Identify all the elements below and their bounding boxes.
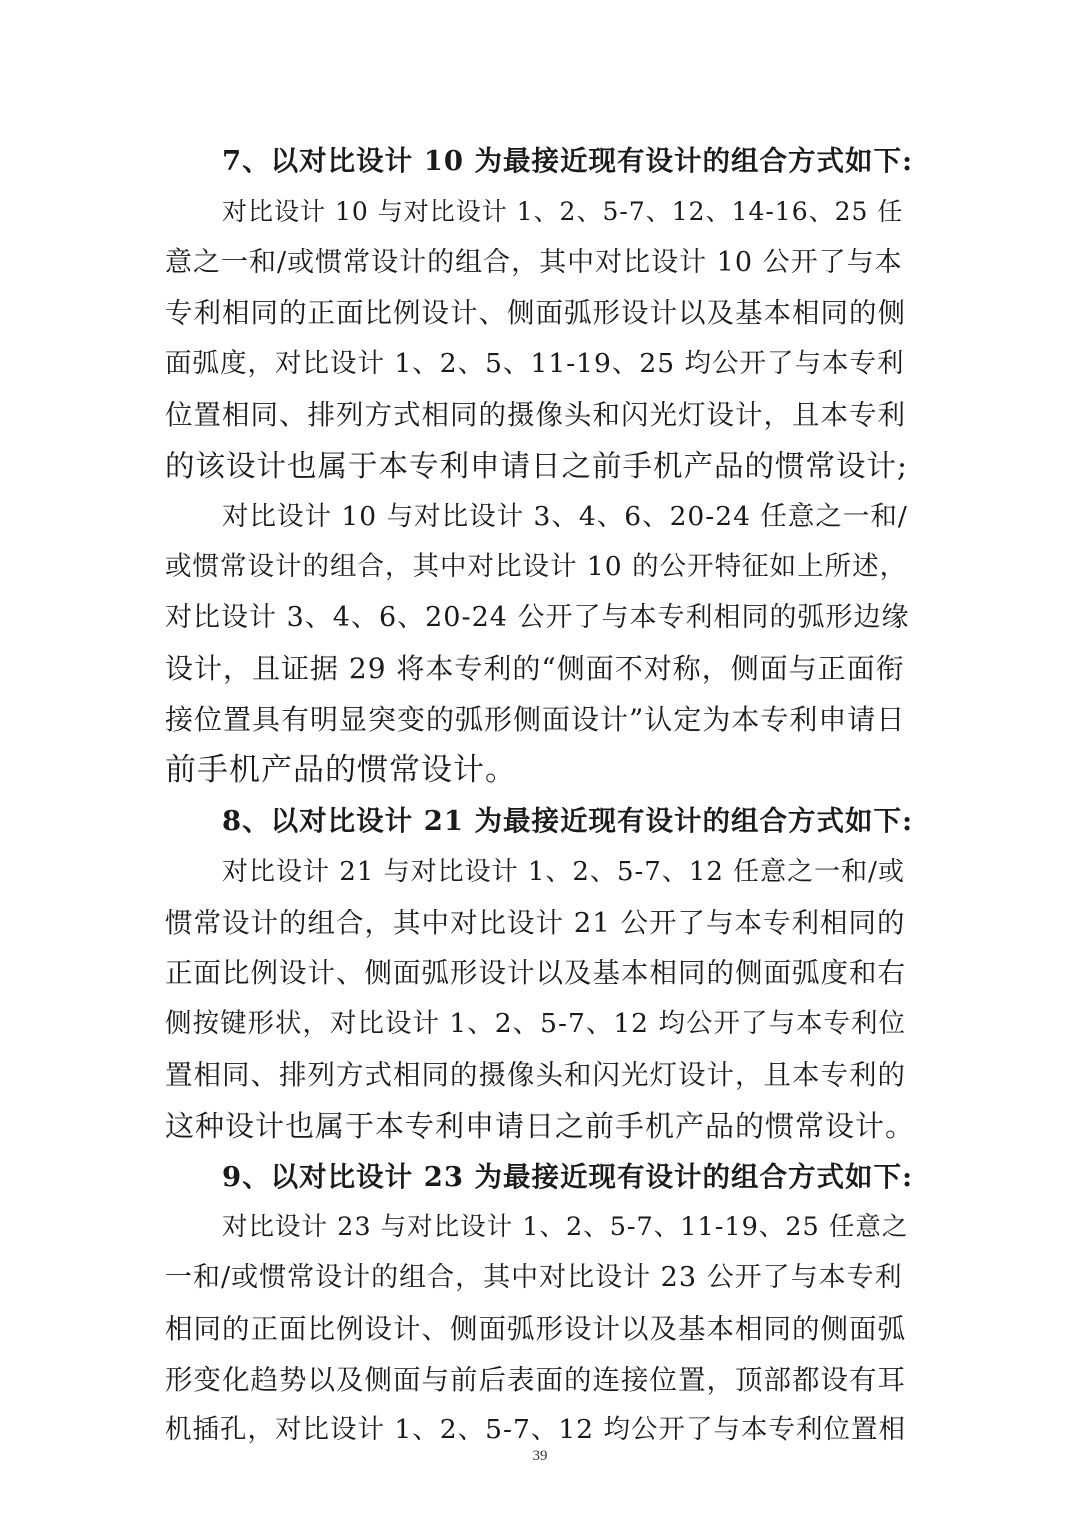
text-line: 对比设计 3、4、6、20-24 公开了与本专利相同的弧形边缘 [165, 602, 910, 633]
text-line: 形变化趋势以及侧面与前后表面的连接位置，顶部都设有耳 [165, 1364, 906, 1396]
text-line: 侧按键形状，对比设计 1、2、5-7、12 均公开了与本专利位 [165, 1008, 906, 1039]
text-line: 正面比例设计、侧面弧形设计以及基本相同的侧面弧度和右 [165, 957, 906, 989]
section-heading-9: 9、以对比设计 23 为最接近现有设计的组合方式如下: [222, 1161, 914, 1193]
text-line: 这种设计也属于本专利申请日之前手机产品的惯常设计。 [165, 1109, 916, 1143]
text-line: 位置相同、排列方式相同的摄像头和闪光灯设计，且本专利 [165, 399, 906, 431]
section-heading-7: 7、以对比设计 10 为最接近现有设计的组合方式如下: [222, 145, 914, 177]
text-line: 对比设计 23 与对比设计 1、2、5-7、11-19、25 任意之 [222, 1212, 909, 1242]
text-line: 前手机产品的惯常设计。 [165, 752, 517, 788]
text-line: 接位置具有明显突变的弧形侧面设计”认定为本专利申请日 [165, 703, 906, 736]
page-number: 39 [532, 1448, 548, 1464]
text-line: 置相同、排列方式相同的摄像头和闪光灯设计，且本专利的 [165, 1059, 906, 1091]
text-line: 或惯常设计的组合，其中对比设计 10 的公开特征如上所述， [165, 551, 908, 582]
text-line: 意之一和/或惯常设计的组合，其中对比设计 10 公开了与本 [165, 247, 903, 278]
text-line: 相同的正面比例设计、侧面弧形设计以及基本相同的侧面弧 [165, 1313, 906, 1345]
text-line: 一和/或惯常设计的组合，其中对比设计 23 公开了与本专利 [165, 1262, 903, 1293]
text-line: 惯常设计的组合，其中对比设计 21 公开了与本专利相同的 [165, 907, 906, 939]
text-line: 对比设计 21 与对比设计 1、2、5-7、12 任意之一和/或 [222, 857, 905, 887]
text-line: 面弧度，对比设计 1、2、5、11-19、25 均公开了与本专利 [165, 348, 905, 379]
text-line: 的该设计也属于本专利申请日之前手机产品的惯常设计; [165, 449, 908, 483]
section-heading-8: 8、以对比设计 21 为最接近现有设计的组合方式如下: [222, 805, 914, 837]
text-line: 设计，且证据 29 将本专利的“侧面不对称，侧面与正面衔 [165, 652, 905, 685]
text-line: 机插孔，对比设计 1、2、5-7、12 均公开了与本专利位置相 [165, 1414, 906, 1445]
text-line: 专利相同的正面比例设计、侧面弧形设计以及基本相同的侧 [165, 297, 906, 329]
text-line: 对比设计 10 与对比设计 3、4、6、20-24 任意之一和/ [222, 501, 908, 532]
text-line: 对比设计 10 与对比设计 1、2、5-7、12、14-16、25 任 [222, 197, 904, 226]
